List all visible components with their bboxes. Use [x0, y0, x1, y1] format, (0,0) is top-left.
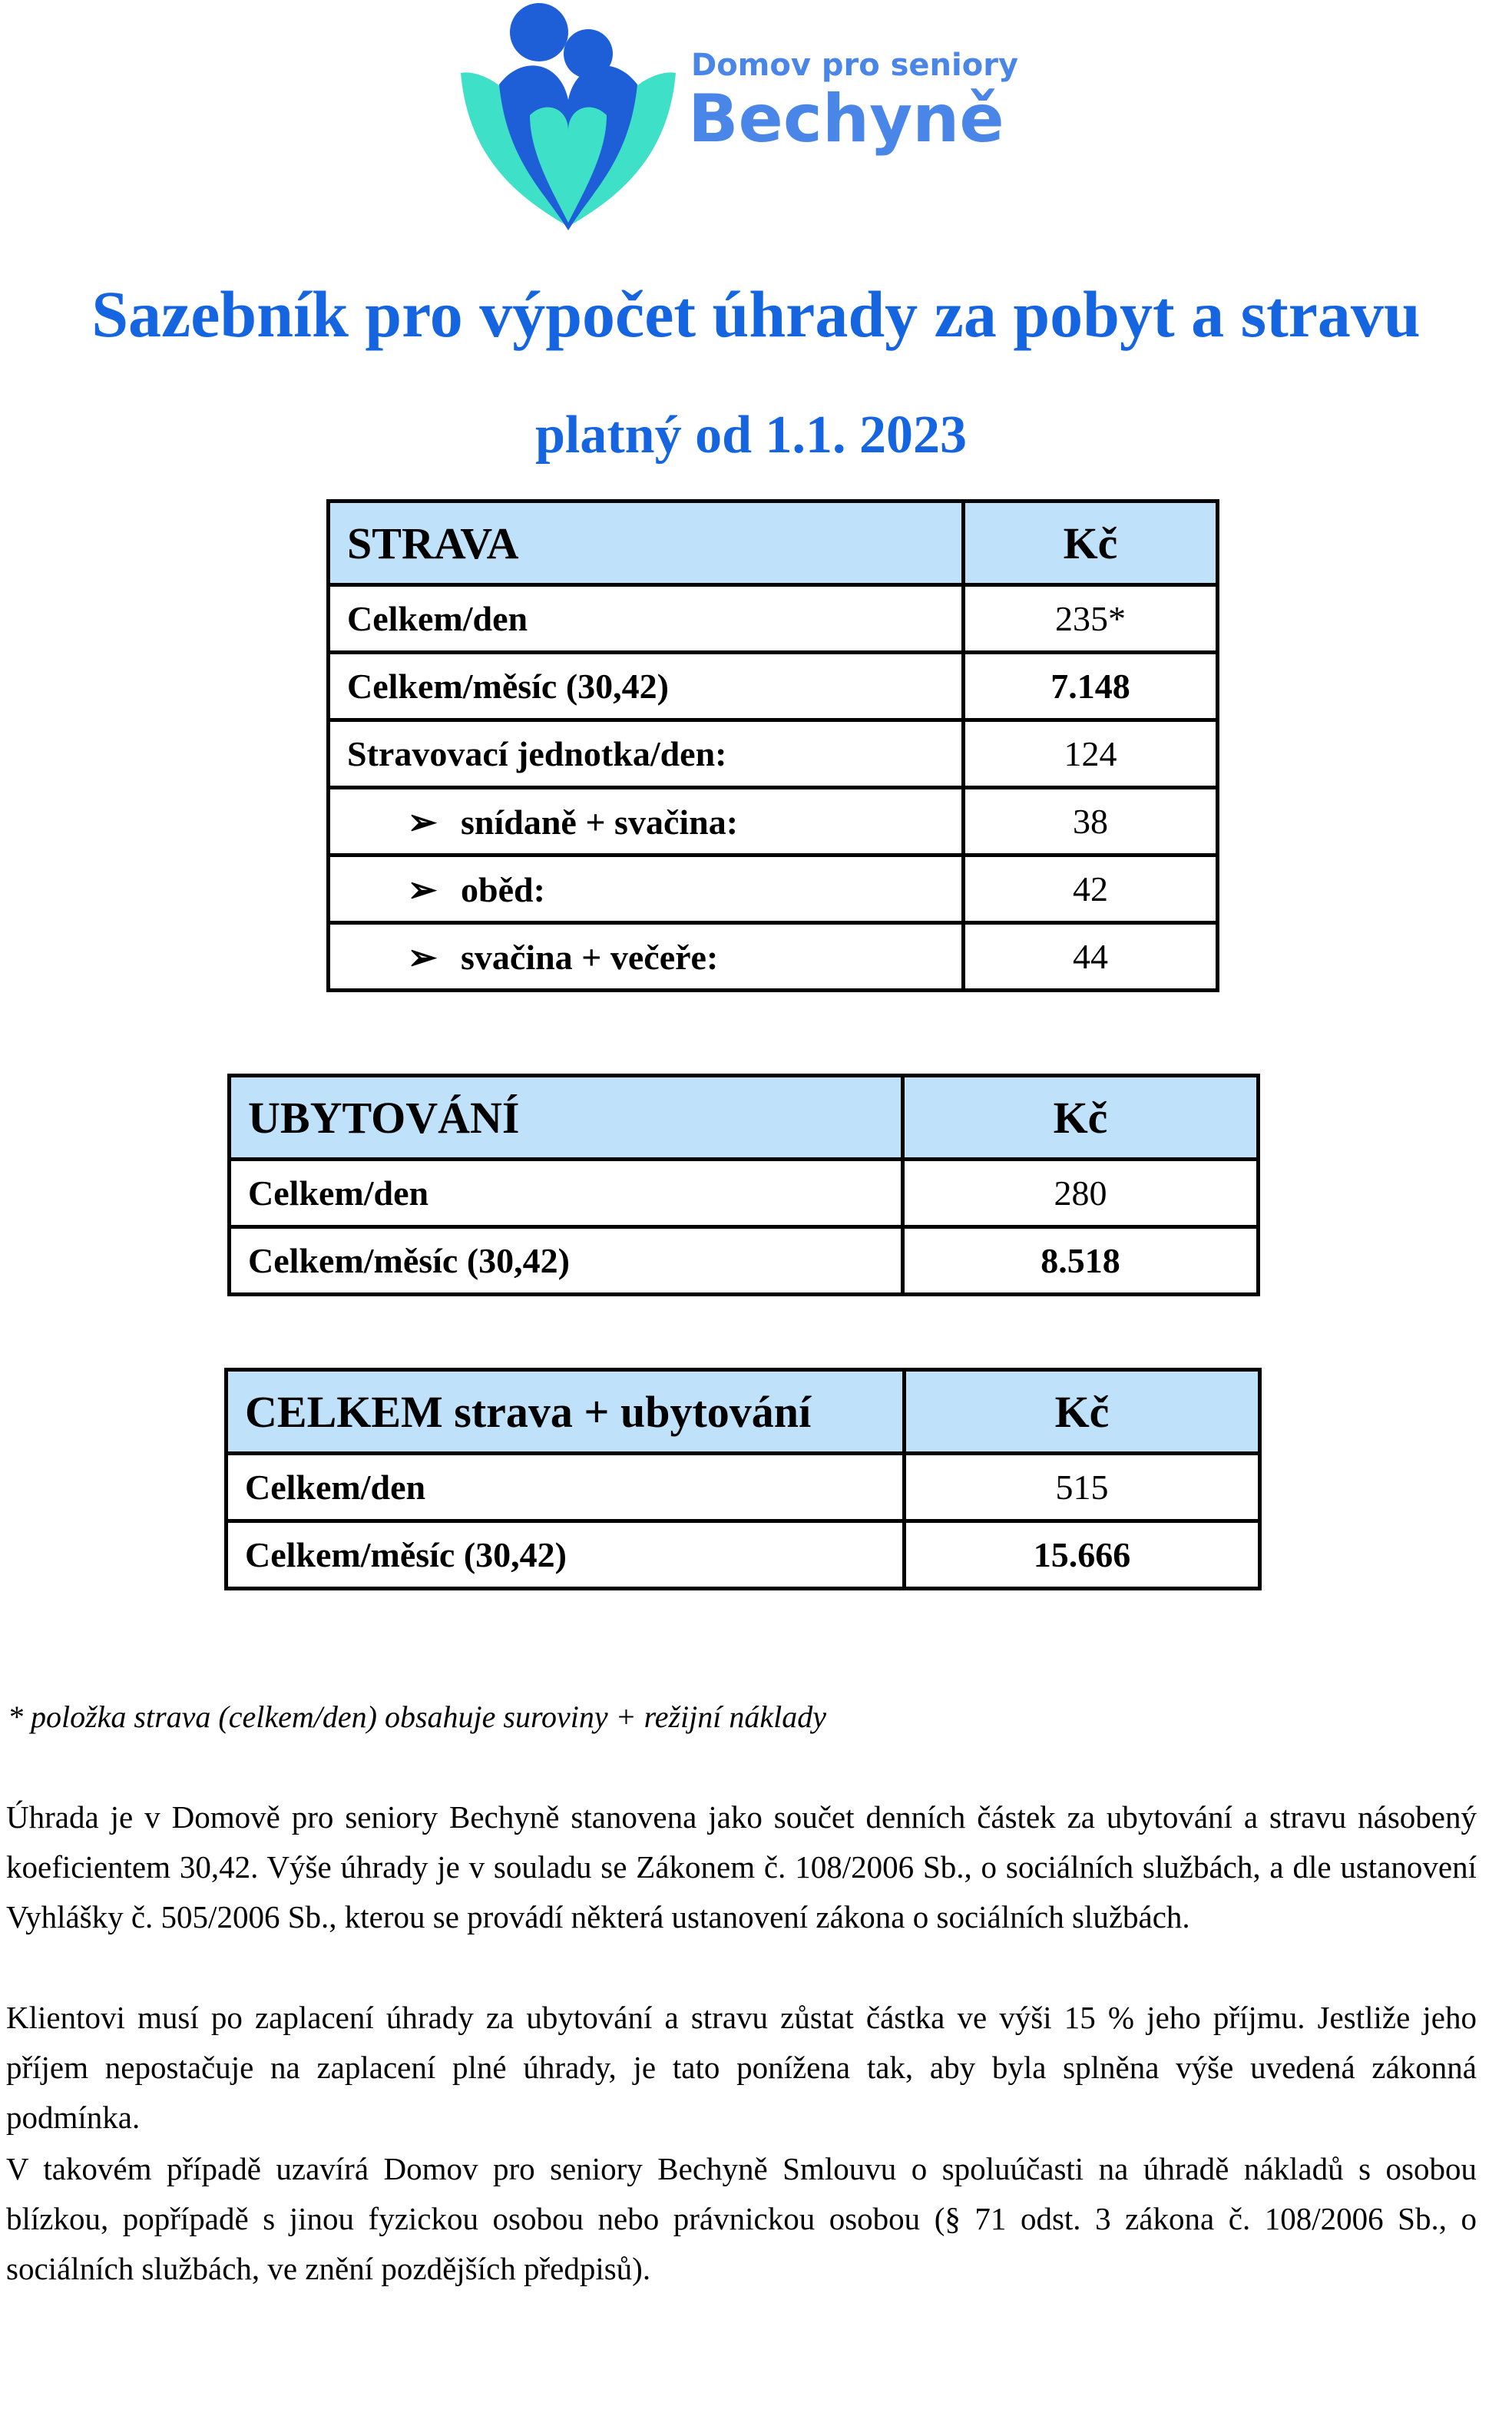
row-value: 280 [903, 1160, 1259, 1227]
page-title: Sazebník pro výpočet úhrady za pobyt a stravu [91, 277, 1421, 351]
row-value: 38 [964, 788, 1218, 856]
table-row [329, 720, 1218, 788]
table-row [329, 788, 1218, 856]
row-value: 515 [905, 1454, 1260, 1521]
logo-text-line2: Bechyně [688, 81, 1004, 157]
logo-mark-icon [453, 0, 683, 238]
row-label: svačina + večeře: [461, 937, 719, 977]
arrow-bullet-icon: ➢ [407, 937, 438, 977]
logo-text-line1: Domov pro seniory [691, 48, 1019, 83]
row-sub-label-cell [329, 923, 964, 991]
header-currency: Kč [903, 1076, 1259, 1160]
row-value: 15.666 [905, 1521, 1260, 1589]
row-label: Celkem/měsíc (30,42) [227, 1521, 905, 1589]
row-value: 44 [964, 923, 1218, 991]
row-sub-label-cell [329, 788, 964, 856]
header-label: CELKEM strava + ubytování [227, 1370, 905, 1454]
row-value: 124 [964, 720, 1218, 788]
row-value: 7.148 [964, 653, 1218, 720]
arrow-bullet-icon: ➢ [407, 802, 438, 842]
paragraph-prijem: Klientovi musí po zaplacení úhrady za ubytování a stravu zůstat částka ve výši 15 % jeho příjmu. Jestliže jeho příjem nepostačuje na zaplacení plné úhrady, je tato ponížena tak, aby byla splněna výše uvedená zákonná podmínka. [6, 2000, 1477, 2135]
header-currency: Kč [964, 501, 1218, 585]
strava-table [326, 499, 1219, 992]
header-label: STRAVA [329, 501, 964, 585]
row-label: oběd: [461, 869, 545, 909]
logo [453, 0, 1067, 238]
row-sub-label-cell [329, 856, 964, 923]
celkem-table [224, 1368, 1262, 1590]
table-header-row [329, 501, 1218, 585]
table-row [329, 653, 1218, 720]
row-label: Celkem/den [230, 1160, 903, 1227]
row-label: Celkem/měsíc (30,42) [329, 653, 964, 720]
table-row [227, 1454, 1260, 1521]
table-row [329, 856, 1218, 923]
arrow-bullet-icon: ➢ [407, 869, 438, 909]
table-row [329, 585, 1218, 653]
header-label: UBYTOVÁNÍ [230, 1076, 903, 1160]
table-header-row [227, 1370, 1260, 1454]
header-currency: Kč [905, 1370, 1260, 1454]
footnote: * položka strava (celkem/den) obsahuje suroviny + režijní náklady [8, 1699, 827, 1734]
ubytovani-table [227, 1074, 1260, 1296]
row-label: snídaně + svačina: [461, 802, 739, 842]
row-value: 8.518 [903, 1227, 1259, 1295]
paragraph-uhrada: Úhrada je v Domově pro seniory Bechyně stanovena jako součet denních částek za ubytování a stravu násobený koeficientem 30,42. Výše úhrady je v souladu se Zákonem č. 108/2006 Sb., o sociálních službách, a dle ustanovení Vyhlášky č. 505/2006 Sb., kterou se provádí některá ustanovení zákona o sociálních službách. [6, 1799, 1477, 1934]
row-label: Celkem/den [227, 1454, 905, 1521]
row-label: Stravovací jednotka/den: [329, 720, 964, 788]
table-header-row [230, 1076, 1259, 1160]
row-label: Celkem/měsíc (30,42) [230, 1227, 903, 1295]
row-value: 42 [964, 856, 1218, 923]
paragraph-smlouva: V takovém případě uzavírá Domov pro seniory Bechyně Smlouvu o spoluúčasti na úhradě nákladů s osobou blízkou, popřípadě s jinou fyzickou osobou nebo právnickou osobou (§ 71 odst. 3 zákona č. 108/2006 Sb., o sociálních službách, ve znění pozdějších předpisů). [6, 2151, 1477, 2286]
page-subtitle: platný od 1.1. 2023 [534, 405, 968, 465]
row-label: Celkem/den [329, 585, 964, 653]
table-row [227, 1521, 1260, 1589]
table-row [230, 1227, 1259, 1295]
table-row [329, 923, 1218, 991]
table-row [230, 1160, 1259, 1227]
row-value: 235* [964, 585, 1218, 653]
